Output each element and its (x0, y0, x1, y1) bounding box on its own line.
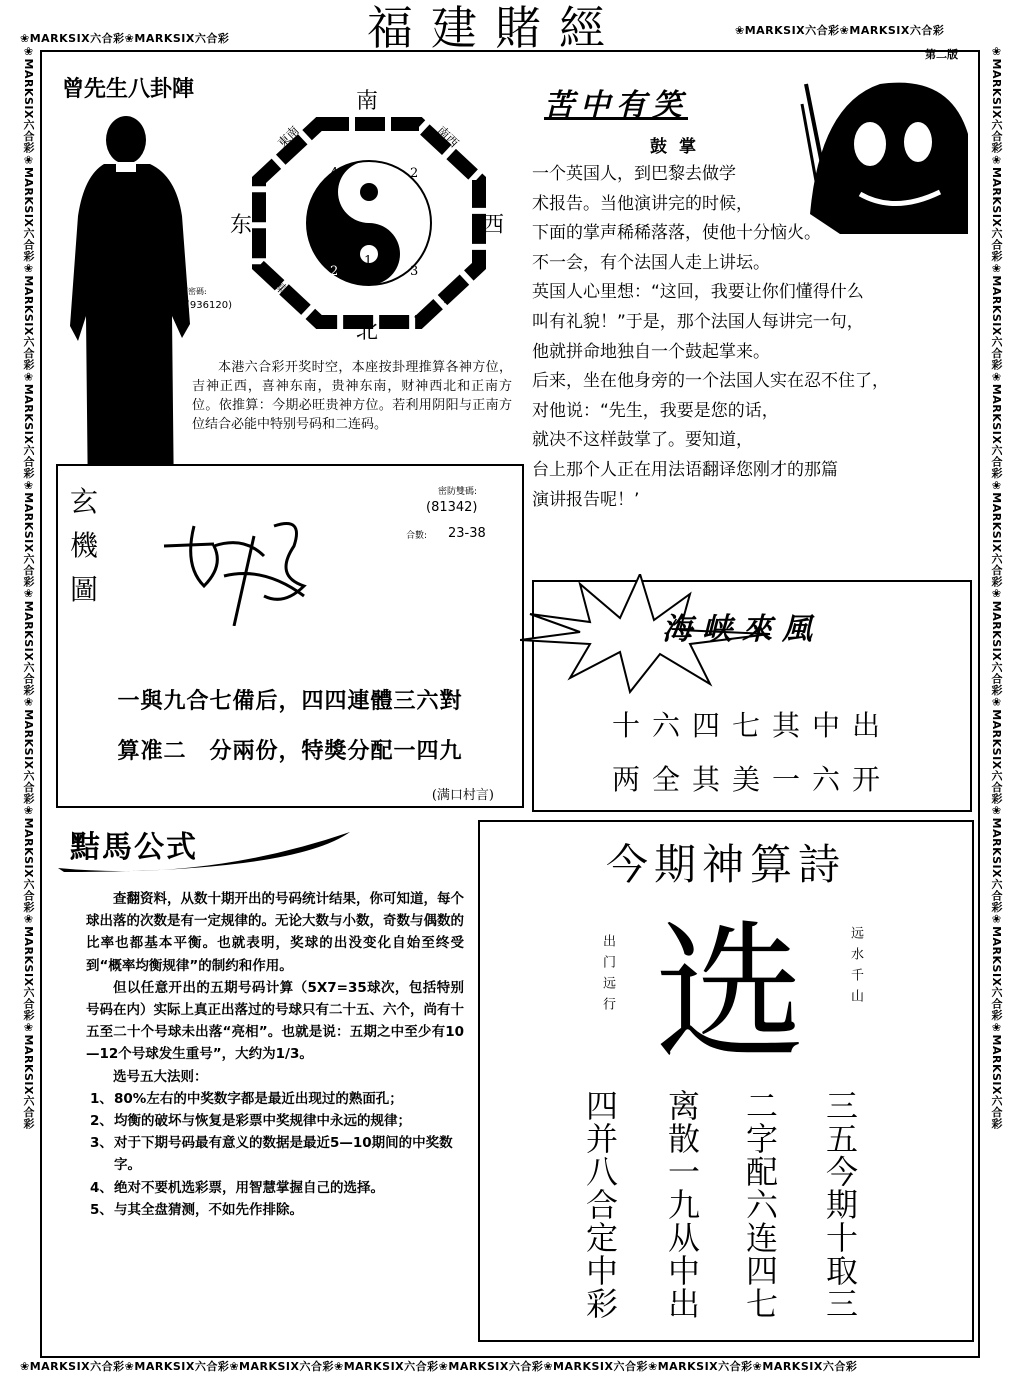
joke-line: 不一会，有个法国人走上讲坛。 (532, 252, 770, 273)
joke-line: 台上那个人正在用法语翻译您刚才的那篇 (532, 459, 838, 480)
bagua-title: 曾先生八卦陣 (62, 77, 195, 102)
bagua-number: 2 (410, 166, 419, 181)
bagua-number: 1 (364, 254, 373, 269)
poem-character: 合 (585, 1186, 618, 1224)
heshu-label: 合數: (406, 531, 428, 541)
formula-panel (52, 822, 470, 1344)
joke-line: 他就拼命地独自一个鼓起掌来。 (532, 341, 770, 362)
poem-character: 出 (667, 1285, 700, 1323)
poem-character: 离 (667, 1087, 700, 1125)
poem-character: 八 (585, 1153, 618, 1191)
poem-character: 中 (667, 1252, 700, 1290)
poem-character: 六 (745, 1186, 778, 1224)
poem-character: 今 (825, 1153, 858, 1191)
xuanji-verse-line: 算准二 分兩份，特獎分配一四九 (117, 739, 463, 764)
poem-character: 一 (667, 1153, 700, 1191)
joke-line: 对他说：“先生，我要是您的话， (532, 400, 779, 421)
direction-east: 东 (230, 213, 253, 238)
haixia-title: 海峡來風 (662, 612, 822, 647)
poem-character: 四 (745, 1252, 778, 1290)
fangma-value: (81342) (426, 500, 478, 515)
poem-column (818, 1087, 866, 1323)
joke-body (532, 160, 972, 515)
joke-line: 演讲报告呢！’ (532, 489, 640, 510)
poem-character: 三 (825, 1087, 858, 1125)
xuanji-source: (满口村言) (431, 788, 494, 803)
formula-paragraph: 但以任意开出的五期号码计算（5X7=35球次，包括特别号码在内）实际上真正出落过的号球只有二十五、六个，尚有十五至二十个号球未出落“亮相”。也就是说：五期之中至少有10—12个号球发生重号”，大约为1/3。 (86, 979, 464, 1063)
direction-south: 南 (356, 89, 379, 114)
rule-text: 对于下期号码最有意义的数据是最近5—10期间的中奖数字。 (114, 1135, 453, 1174)
poem-character: 三 (825, 1285, 858, 1323)
poem-character: 二 (745, 1087, 778, 1125)
inner-code: (936120) (186, 300, 232, 311)
direction-west: 西 (482, 213, 505, 238)
fangma-label: 密防雙碼: (438, 487, 478, 497)
rule-text: 均衡的破坏与恢复是彩票中奖规律中永远的规律； (114, 1113, 411, 1130)
direction-northwest: 北西 (436, 279, 464, 307)
rule-text: 80%左右的中奖数字都是最近出现过的熟面孔； (114, 1090, 403, 1107)
haixia-panel (532, 580, 972, 812)
mr-zeng-figure-icon (64, 106, 192, 506)
poem-character: 五 (825, 1120, 858, 1158)
joke-line: 英国人心里想：“这回，我要让你们懂得什么 (532, 282, 864, 303)
bagua-octagon-icon (234, 88, 504, 338)
formula-rule (86, 1177, 464, 1199)
poem-title: 今期神算詩 (605, 840, 846, 889)
poem-side-note-right: 远水千山 (848, 926, 863, 1010)
heshu-value: 23-38 (448, 526, 486, 541)
joke-line: 就决不这样鼓掌了。要知道， (532, 430, 753, 451)
joke-line: 下面的掌声稀稀落落，使他十分恼火。 (532, 223, 821, 244)
poem-character: 散 (667, 1120, 700, 1158)
direction-north: 北 (356, 319, 379, 344)
edition-label: 第二版 (925, 48, 958, 61)
poem-character: 彩 (585, 1285, 618, 1323)
top-left-border-strip: ❀MARKSIX六合彩❀MARKSIX六合彩 (20, 32, 230, 45)
xuanji-title-char: 機 (70, 529, 99, 562)
poem-character: 取 (825, 1252, 858, 1290)
mystery-scribble-icon (154, 506, 344, 626)
poem-column (578, 1087, 626, 1323)
haixia-verse-line: 十六四七其中出 (611, 709, 892, 742)
joke-line: 后来，坐在他身旁的一个法国人实在忍不住了， (532, 371, 889, 392)
rule-number: 4、 (90, 1179, 113, 1196)
poem-character: 期 (825, 1186, 858, 1224)
poem-character: 并 (585, 1120, 618, 1158)
rule-number: 5、 (90, 1201, 113, 1218)
joke-line: 术报告。当他演讲完的时候， (532, 193, 753, 214)
poem-column (738, 1087, 786, 1323)
poem-character: 四 (585, 1087, 618, 1125)
poem-character: 配 (745, 1153, 778, 1191)
rule-number: 3、 (90, 1135, 113, 1152)
direction-southeast: 東南 (274, 123, 302, 151)
rule-number: 2、 (90, 1113, 113, 1130)
poem-column (660, 1087, 708, 1323)
formula-body (86, 888, 464, 1221)
formula-rule (86, 1110, 464, 1132)
xuanji-title-char: 玄 (70, 485, 99, 518)
direction-southwest: 南西 (434, 123, 462, 151)
rule-number: 1、 (90, 1090, 113, 1107)
poem-side-note-left: 出门远行 (600, 934, 615, 1018)
bagua-number: 3 (410, 264, 419, 279)
page-title: 福建賭經 (367, 1, 623, 55)
direction-northeast: 東北 (272, 279, 300, 307)
bagua-panel (54, 64, 520, 462)
formula-paragraph: 查翻资料，从数十期开出的号码统计结果，你可知道，每个球出落的次数是有一定规律的。无论大数与小数，奇数与偶数的比率也都基本平衡。也就表明，奖球的出没变化自始至终受到“概率均衡规律”的制约和作用。 (86, 891, 464, 974)
xuanji-title-char: 圖 (70, 573, 99, 606)
bagua-number: 4 (330, 166, 339, 181)
formula-paragraph: 选号五大法则： (113, 1068, 208, 1085)
poem-character: 中 (585, 1252, 618, 1290)
poem-character: 定 (585, 1219, 618, 1257)
top-right-border-strip: ❀MARKSIX六合彩❀MARKSIX六合彩 (735, 24, 945, 37)
xuanji-verse-line: 一與九合七備后，四四連體三六對 (117, 689, 463, 714)
joke-title: 鼓掌 (650, 137, 708, 157)
rule-text: 与其全盘猜测，不如先作排除。 (114, 1201, 303, 1218)
xuanji-panel (56, 464, 524, 808)
poem-character: 连 (745, 1219, 778, 1257)
poem-character: 从 (667, 1219, 700, 1257)
joke-panel (530, 62, 975, 577)
joke-section-title: 苦中有笑 (544, 88, 688, 123)
poem-character: 九 (667, 1186, 700, 1224)
bottom-border-strip: ❀MARKSIX六合彩❀MARKSIX六合彩❀MARKSIX六合彩❀MARKSIX六合彩❀MARKSIX六合彩❀MARKSIX六合彩❀MARKSIX六合彩❀MARKSIX六合彩 (20, 1360, 858, 1373)
bagua-description: 本港六合彩开奖时空，本座按卦理推算各神方位，吉神正西，喜神东南，贵神东南，财神西北和正南方位。依推算：今期必旺贵神方位。若利用阴阳与正南方位结合必能中特别号码和二连码。 (192, 360, 512, 432)
poem-panel (478, 820, 974, 1342)
bagua-number: 8 (376, 178, 385, 193)
haixia-verse-line: 两全其美一六开 (611, 763, 892, 796)
poem-key-character: 选 (654, 907, 805, 1081)
formula-rule (86, 1132, 464, 1176)
joke-line: 一个英国人，到巴黎去做学 (532, 164, 736, 184)
joke-line: 叫有礼貌！”于是，那个法国人每讲完一句， (532, 311, 864, 332)
poem-character: 字 (745, 1120, 778, 1158)
rule-text: 绝对不要机选彩票，用智慧掌握自己的选择。 (114, 1179, 384, 1196)
bagua-number: 2 (330, 264, 339, 279)
formula-rule (86, 1088, 464, 1110)
poem-character: 十 (825, 1219, 858, 1257)
left-border-strip: ❀MARKSIX六合彩❀MARKSIX六合彩❀MARKSIX六合彩❀MARKSIX六合彩❀MARKSIX六合彩❀MARKSIX六合彩❀MARKSIX六合彩❀MARKSIX六合彩❀MARKSIX六合彩❀MARKSIX六合彩 (22, 45, 35, 1130)
formula-title: 黠馬公式 (70, 830, 198, 865)
formula-rule (86, 1199, 464, 1221)
right-border-strip: ❀MARKSIX六合彩❀MARKSIX六合彩❀MARKSIX六合彩❀MARKSIX六合彩❀MARKSIX六合彩❀MARKSIX六合彩❀MARKSIX六合彩❀MARKSIX六合彩❀MARKSIX六合彩❀MARKSIX六合彩 (990, 45, 1003, 1130)
poem-character: 七 (745, 1285, 778, 1323)
bagua-diagram (230, 88, 505, 344)
inner-code-label: 内部密碼: (172, 287, 207, 296)
